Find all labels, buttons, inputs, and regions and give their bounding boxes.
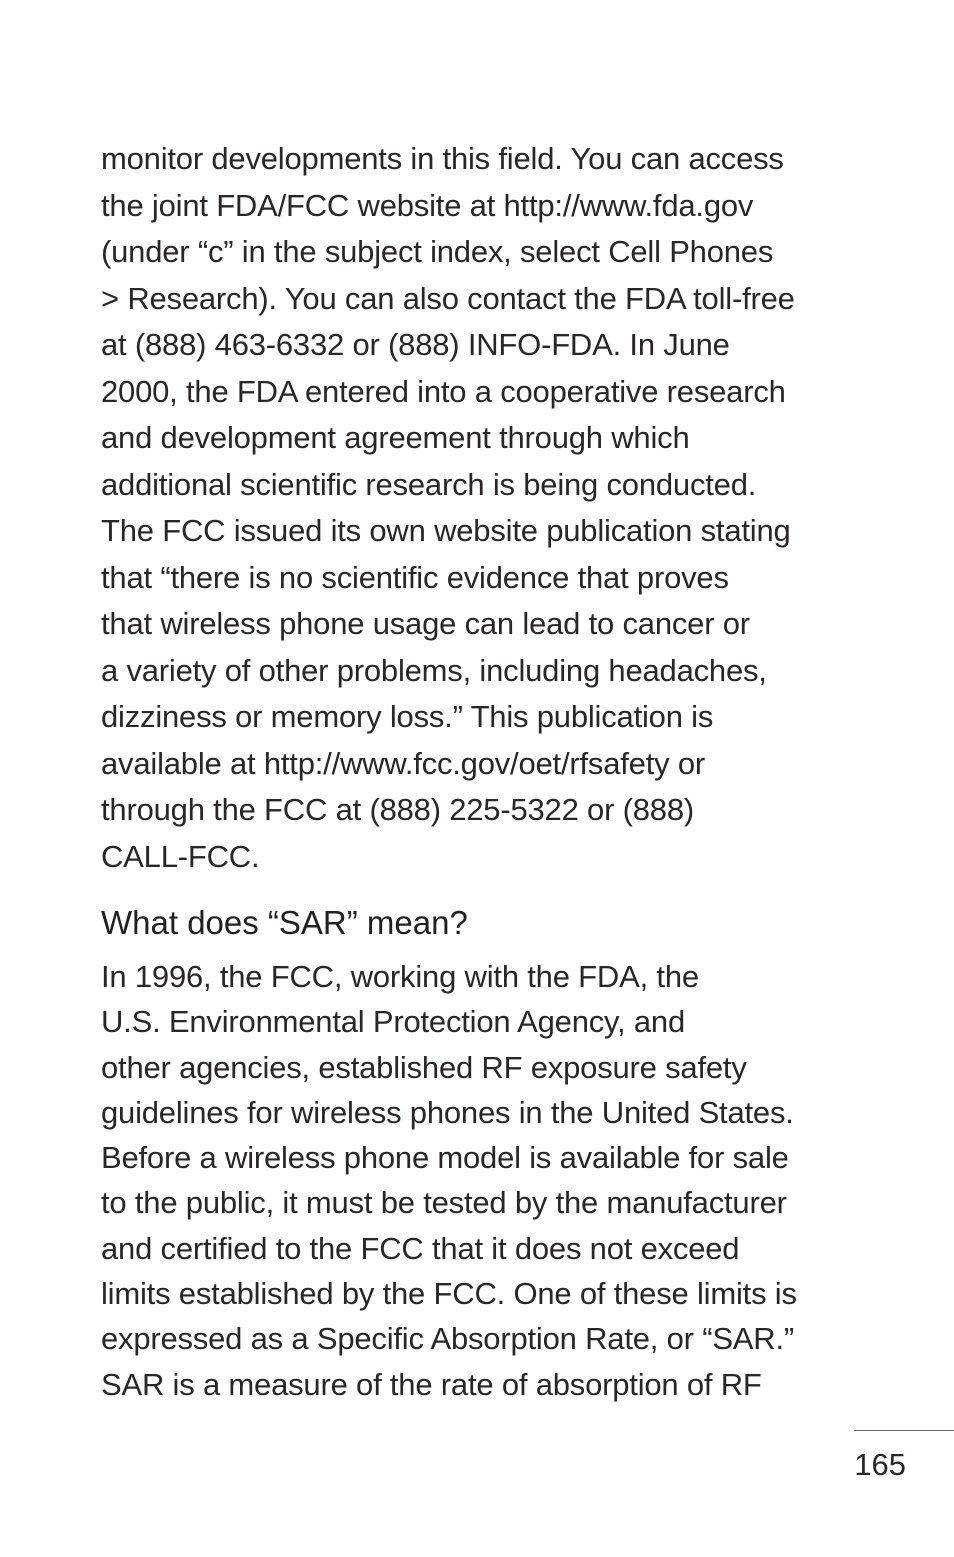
text-line: (under “c” in the subject index, select Cell Phones bbox=[101, 234, 774, 269]
section-heading-sar: What does “SAR” mean? bbox=[101, 904, 468, 941]
text-line: 2000, the FDA entered into a cooperative research bbox=[101, 373, 786, 409]
text-line: monitor developments in this field. You can access bbox=[101, 141, 784, 176]
text-line: available at http://www.fcc.gov/oet/rfsafety or bbox=[101, 745, 706, 781]
text-line: Before a wireless phone model is available for sale bbox=[101, 1140, 789, 1176]
text-line: and development agreement through which bbox=[101, 420, 690, 455]
text-line: at (888) 463-6332 or (888) INFO-FDA. In June bbox=[101, 327, 730, 362]
text-line: limits established by the FCC. One of these limits is bbox=[101, 1276, 797, 1312]
text-line: U.S. Environmental Protection Agency, and bbox=[101, 1004, 685, 1040]
text-line: > Research). You can also contact the FDA toll-free bbox=[101, 280, 795, 316]
text-line: other agencies, established RF exposure safety bbox=[101, 1049, 747, 1085]
text-line: guidelines for wireless phones in the United States. bbox=[101, 1094, 794, 1130]
page-number: 165 bbox=[854, 1447, 906, 1482]
text-line: that “there is no scientific evidence that proves bbox=[101, 559, 729, 595]
text-line: SAR is a measure of the rate of absorption of RF bbox=[101, 1366, 762, 1402]
body-paragraph-fda-fcc bbox=[101, 136, 901, 880]
text-line: CALL-FCC. bbox=[101, 838, 260, 874]
text-line: expressed as a Specific Absorption Rate, or “SAR.” bbox=[101, 1321, 794, 1357]
text-line: In 1996, the FCC, working with the FDA, the bbox=[101, 959, 699, 994]
text-line: and certified to the FCC that it does not exceed bbox=[101, 1230, 740, 1266]
text-line: The FCC issued its own website publication stating bbox=[101, 513, 791, 548]
text-line: a variety of other problems, including headaches, bbox=[101, 652, 767, 688]
text-line: the joint FDA/FCC website at http://www.fda.gov bbox=[101, 187, 754, 223]
text-line: through the FCC at (888) 225-5322 or (888) bbox=[101, 792, 694, 827]
footer-divider bbox=[854, 1430, 954, 1431]
text-line: that wireless phone usage can lead to cancer or bbox=[101, 606, 750, 641]
text-line: to the public, it must be tested by the manufacturer bbox=[101, 1185, 787, 1221]
text-line: additional scientific research is being conducted. bbox=[101, 466, 757, 502]
text-line: dizziness or memory loss.” This publication is bbox=[101, 699, 714, 734]
body-paragraph-sar bbox=[101, 954, 901, 1407]
